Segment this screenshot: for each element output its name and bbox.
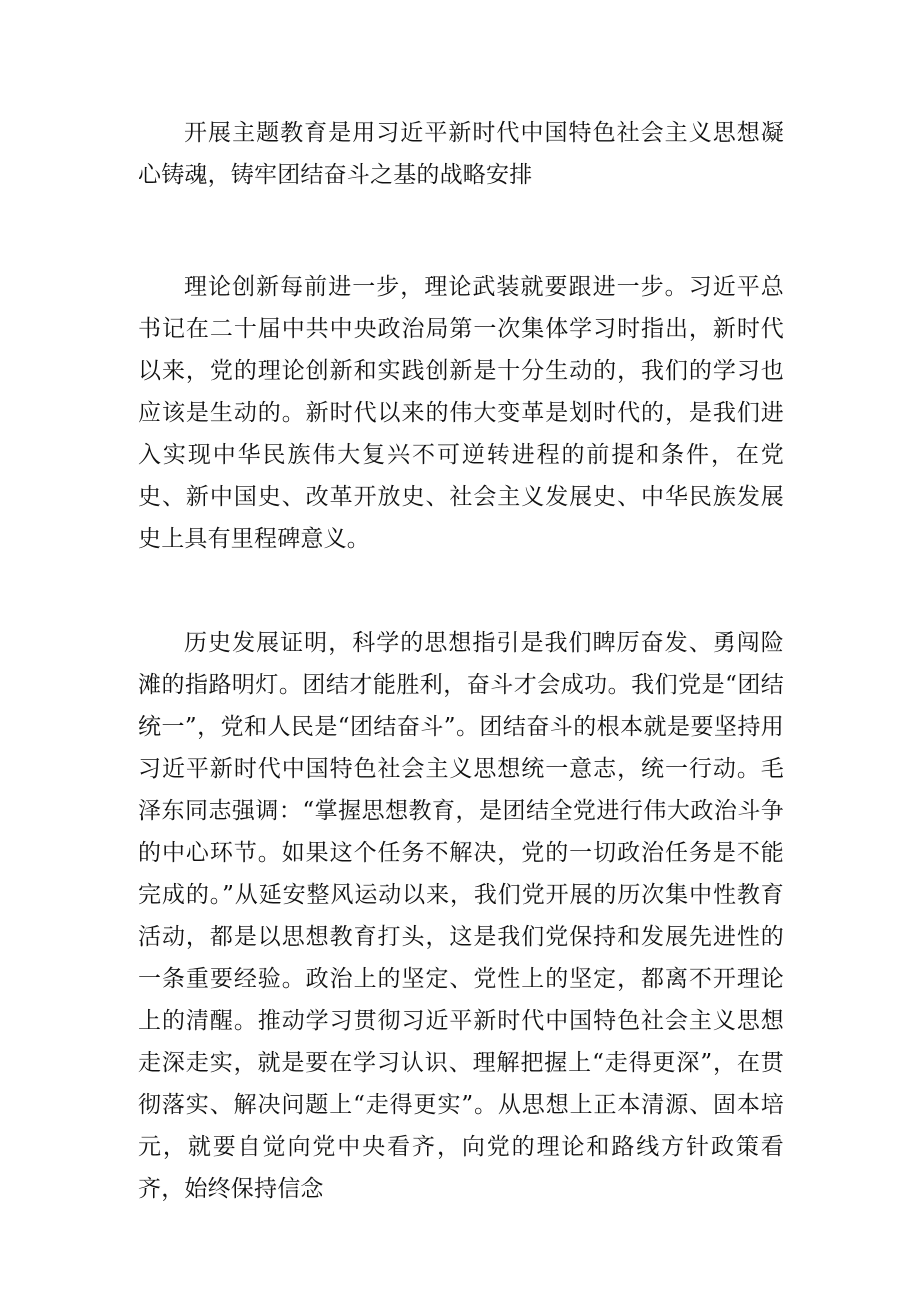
document-body [138, 112, 784, 1210]
paragraph-2: 历史发展证明，科学的思想指引是我们睥厉奋发、勇闯险滩的指路明灯。团结才能胜利，奋斗才会成功。我们党是“团结统一”，党和人民是“团结奋斗”。团结奋斗的根本就是要坚持用习近平新时代中国特色社会主义思想统一意志，统一行动。毛泽东同志强调：“掌握思想教育，是团结全党进行伟大政治斗争的中心环节。如果这个任务不解决，党的一切政治任务是不能完成的。”从延安整风运动以来，我们党开展的历次集中性教育活动，都是以思想教育打头，这是我们党保持和发展先进性的一条重要经验。政治上的坚定、党性上的坚定，都离不开理论上的清醒。推动学习贯彻习近平新时代中国特色社会主义思想走深走实，就是要在学习认识、理解把握上“走得更深”，在贯彻落实、解决问题上“走得更实”。从思想上正本清源、固本培元，就要自觉向党中央看齐，向党的理论和路线方针政策看齐，始终保持信念 [138, 630, 784, 1202]
paragraph-1: 理论创新每前进一步，理论武装就要跟进一步。习近平总书记在二十届中共中央政治局第一次集体学习时指出，新时代以来，党的理论创新和实践创新是十分生动的，我们的学习也应该是生动的。新时代以来的伟大变革是划时代的，是我们进入实现中华民族伟大复兴不可逆转进程的前提和条件，在党史、新中国史、改革开放史、社会主义发展史、中华民族发展史上具有里程碑意义。 [138, 274, 784, 552]
section-heading: 开展主题教育是用习近平新时代中国特色社会主义思想凝心铸魂，铸牢团结奋斗之基的战略安排 [138, 120, 784, 188]
